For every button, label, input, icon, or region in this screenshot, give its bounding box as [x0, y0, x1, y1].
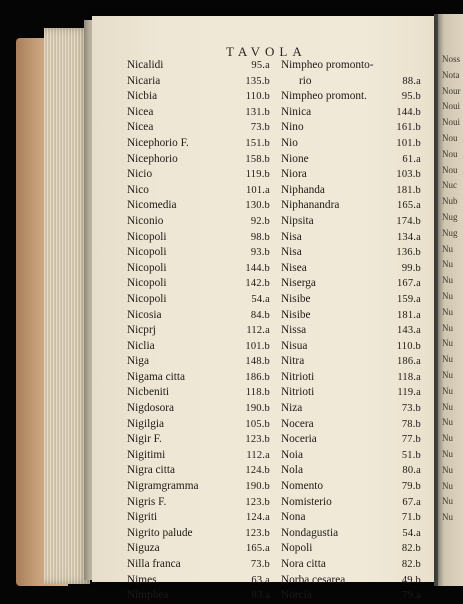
entry-page-ref: 142.b	[245, 278, 270, 290]
entry-page-ref: 92.b	[250, 215, 270, 227]
index-entry	[127, 557, 270, 573]
entry-name: Nissa	[281, 324, 307, 337]
index-entry	[127, 479, 270, 495]
index-entry	[281, 230, 421, 246]
entry-page-ref: 144.b	[396, 106, 421, 118]
entry-page-ref: 161.b	[396, 122, 421, 134]
facing-page-line: Nota	[442, 69, 460, 80]
index-entry	[127, 510, 270, 526]
facing-page-line: Nour	[442, 85, 461, 96]
facing-page-line: Nu	[442, 512, 453, 523]
entry-page-ref: 134.a	[396, 231, 421, 243]
entry-page-ref: 186.b	[245, 371, 270, 383]
entry-name: Nicopoli	[127, 246, 167, 259]
facing-page-line: Nu	[442, 275, 453, 286]
facing-page-line: Nug	[442, 227, 458, 238]
entry-name: Noia	[281, 448, 303, 461]
entry-page-ref: 78.b	[401, 418, 421, 430]
index-entry	[127, 417, 270, 433]
entry-name: Nisea	[281, 261, 307, 274]
facing-page-line: Noss	[442, 54, 461, 64]
entry-name: Niga	[127, 355, 149, 368]
entry-page-ref: 79.a	[402, 590, 421, 602]
entry-name: Nisa	[281, 246, 302, 259]
entry-name: Nino	[281, 121, 304, 134]
entry-page-ref: 143.a	[396, 325, 421, 337]
entry-name: Niza	[281, 402, 303, 415]
entry-name: Nimpheo promont.	[281, 90, 367, 103]
facing-page-line: Nou	[442, 133, 458, 143]
index-entry	[127, 136, 270, 152]
index-entry	[127, 541, 270, 557]
entry-page-ref: 110.b	[245, 91, 270, 103]
facing-page-edge	[434, 14, 438, 586]
entry-name: Nocera	[281, 417, 314, 430]
index-entry	[281, 339, 421, 355]
index-entry	[281, 448, 421, 464]
index-entry	[127, 105, 270, 121]
entry-name: Nomento	[281, 480, 324, 493]
index-entry	[281, 214, 421, 230]
entry-page-ref: 151.b	[245, 137, 270, 149]
index-entry	[127, 183, 270, 199]
entry-page-ref: 73.b	[250, 559, 270, 570]
entry-page-ref: 130.b	[245, 200, 270, 212]
entry-name: Nopoli	[281, 542, 313, 555]
entry-name: Nicosia	[127, 308, 162, 321]
entry-page-ref: 165.a	[396, 200, 421, 212]
entry-page-ref: 165.a	[245, 543, 270, 555]
entry-name: rio	[299, 74, 312, 87]
entry-name: Niphanda	[281, 183, 325, 196]
entry-name: Norba cesarea	[281, 573, 346, 586]
entry-name: Nicopoli	[127, 292, 167, 305]
index-entry	[281, 588, 421, 604]
entry-name: Nigir F.	[127, 433, 162, 446]
entry-name: Nimes	[127, 573, 157, 586]
entry-page-ref: 63.a	[251, 574, 270, 586]
index-entry	[127, 448, 270, 464]
entry-name: Nigris F.	[127, 495, 167, 508]
entry-page-ref: 54.a	[251, 293, 270, 305]
index-entry	[281, 261, 421, 277]
index-entry	[281, 370, 421, 386]
index-entry	[127, 323, 270, 339]
index-entry	[281, 510, 421, 526]
entry-name: Nicbia	[127, 90, 158, 103]
entry-name: Ninica	[281, 105, 312, 118]
entry-page-ref: 123.b	[245, 496, 270, 508]
entry-name: Nicbeniti	[127, 386, 170, 399]
entry-page-ref: 105.b	[245, 418, 270, 430]
facing-page-line: Nu	[442, 306, 453, 317]
index-entry	[281, 495, 421, 511]
index-entry	[281, 526, 421, 542]
entry-name: Nicprj	[127, 324, 156, 337]
facing-page-line: Nu	[442, 449, 453, 459]
entry-name: Nicopoli	[127, 230, 167, 243]
index-entry	[127, 276, 270, 292]
entry-page-ref: 101.b	[245, 340, 270, 352]
entry-name: Niguza	[127, 542, 160, 555]
index-entry	[127, 588, 270, 604]
facing-page-line: Nu	[442, 322, 453, 333]
index-entry	[127, 167, 270, 183]
entry-name: Nicea	[127, 105, 154, 118]
entry-name: Nimphea	[127, 589, 169, 602]
entry-page-ref: 124.a	[245, 512, 270, 524]
index-entry	[281, 120, 421, 136]
entry-page-ref: 124.b	[245, 465, 270, 477]
index-entry	[281, 276, 421, 292]
index-entry	[281, 105, 421, 121]
facing-page-line: Nu	[442, 464, 453, 475]
entry-page-ref: 181.b	[396, 184, 421, 196]
entry-page-ref: 98.b	[250, 231, 270, 243]
index-entry	[281, 167, 421, 183]
entry-page-ref: 123.b	[245, 527, 270, 539]
entry-name: Nicea	[127, 121, 154, 134]
index-entry	[281, 152, 421, 168]
facing-page-line: Nu	[442, 259, 453, 270]
entry-name: Nicaria	[127, 74, 161, 87]
entry-page-ref: 119.a	[397, 387, 421, 399]
entry-page-ref: 118.b	[245, 387, 270, 399]
index-entry	[281, 401, 421, 417]
entry-page-ref: 181.a	[396, 309, 421, 321]
facing-page-line: Nu	[442, 243, 453, 254]
entry-name: Nicio	[127, 168, 153, 181]
index-entry	[127, 385, 270, 401]
index-column-left	[127, 58, 270, 604]
index-entry	[127, 573, 270, 589]
index-entry	[127, 214, 270, 230]
entry-page-ref: 190.b	[245, 481, 270, 493]
index-entry	[281, 183, 421, 199]
facing-page-line: Nu	[442, 433, 453, 444]
entry-name: Noceria	[281, 433, 317, 446]
entry-name: Nilla franca	[127, 558, 181, 570]
entry-name: Nola	[281, 464, 303, 477]
entry-page-ref: 93.b	[250, 247, 270, 259]
entry-page-ref: 119.b	[245, 169, 270, 181]
entry-page-ref: 84.b	[250, 309, 270, 321]
index-entry	[281, 245, 421, 261]
entry-name: Nigilgia	[127, 417, 165, 430]
index-entry	[127, 292, 270, 308]
index-entry	[281, 463, 421, 479]
entry-page-ref: 186.a	[396, 356, 421, 368]
facing-page-line: Nu	[442, 354, 453, 365]
facing-page-line: Nub	[442, 196, 458, 207]
index-entry	[127, 120, 270, 136]
facing-page-line: Nu	[442, 385, 453, 396]
index-entry	[281, 308, 421, 324]
entry-page-ref: 144.b	[245, 262, 270, 274]
entry-page-ref: 101.b	[396, 137, 421, 149]
entry-page-ref: 67.a	[402, 496, 421, 508]
facing-page-line: Nu	[442, 370, 453, 380]
entry-page-ref: 80.a	[402, 465, 421, 477]
entry-name: Nicalidi	[127, 59, 164, 71]
index-entry	[281, 89, 421, 105]
index-entry	[127, 245, 270, 261]
entry-page-ref: 88.a	[402, 75, 421, 87]
index-entry	[127, 495, 270, 511]
entry-page-ref: 82.b	[401, 543, 421, 555]
index-entry	[127, 370, 270, 386]
index-entry	[281, 541, 421, 557]
facing-page-line: Nu	[442, 338, 453, 349]
entry-page-ref: 73.b	[250, 122, 270, 134]
entry-name: Nona	[281, 511, 306, 524]
entry-name: Nicephorio	[127, 152, 178, 165]
entry-name: Nigramgramma	[127, 480, 199, 493]
facing-page-line: Nu	[442, 401, 453, 412]
entry-page-ref: 49.b	[401, 574, 421, 586]
index-entry	[127, 463, 270, 479]
entry-page-ref: 103.b	[396, 169, 421, 181]
entry-page-ref: 51.b	[401, 449, 421, 461]
entry-name: Niphanandra	[281, 199, 340, 212]
entry-name: Niclia	[127, 339, 155, 352]
entry-name: Nio	[281, 136, 298, 149]
entry-page-ref: 174.b	[396, 215, 421, 227]
facing-page-line: Nu	[442, 480, 453, 491]
entry-name: Nigriti	[127, 511, 158, 524]
entry-name: Nisibe	[281, 308, 311, 321]
index-entry	[127, 230, 270, 246]
entry-name: Nomisterio	[281, 495, 332, 508]
index-entry	[127, 152, 270, 168]
index-entry	[127, 74, 270, 90]
entry-page-ref: 83.a	[251, 590, 270, 602]
entry-page-ref: 148.b	[245, 356, 270, 368]
entry-name: Nisa	[281, 230, 302, 243]
index-entry	[127, 261, 270, 277]
entry-name: Nitrioti	[281, 386, 315, 399]
entry-page-ref: 159.a	[396, 293, 421, 305]
facing-page-line: Nu	[442, 291, 453, 301]
entry-name: Nicephorio F.	[127, 136, 189, 149]
index-entry	[127, 198, 270, 214]
entry-name: Nitra	[281, 355, 305, 368]
index-entry	[127, 526, 270, 542]
entry-page-ref: 118.a	[397, 371, 421, 383]
entry-page-ref: 135.b	[245, 75, 270, 87]
entry-name: Nicopoli	[127, 261, 167, 274]
entry-name: Niora	[281, 168, 307, 181]
entry-name: Nora citta	[281, 558, 326, 570]
index-entry	[281, 136, 421, 152]
entry-name: Nimpheo promonto-	[281, 59, 374, 71]
facing-page-line: Nou	[442, 148, 458, 159]
entry-page-ref: 79.b	[401, 481, 421, 493]
entry-page-ref: 136.b	[396, 247, 421, 259]
index-entry	[127, 58, 270, 74]
index-entry	[127, 354, 270, 370]
entry-page-ref: 71.b	[401, 512, 421, 524]
index-entry	[281, 417, 421, 433]
entry-name: Nisibe	[281, 292, 311, 305]
entry-page-ref: 101.a	[245, 184, 270, 196]
entry-name: Nigra citta	[127, 464, 175, 477]
index-entry	[281, 557, 421, 573]
index-entry	[281, 432, 421, 448]
index-entry	[281, 292, 421, 308]
entry-page-ref: 95.b	[401, 91, 421, 103]
page-header: TAVOLA	[226, 44, 307, 59]
entry-page-ref: 131.b	[245, 106, 270, 118]
entry-name: Nico	[127, 183, 149, 196]
facing-page-line: Noui	[442, 117, 460, 128]
index-entry	[281, 198, 421, 214]
entry-name: Nondagustia	[281, 526, 339, 539]
entry-name: Nione	[281, 152, 309, 165]
entry-page-ref: 112.a	[246, 449, 270, 461]
index-entry	[281, 385, 421, 401]
index-entry	[281, 323, 421, 339]
entry-name: Niconio	[127, 214, 164, 227]
index-column-right	[281, 58, 421, 604]
entry-page-ref: 99.b	[401, 262, 421, 274]
entry-page-ref: 190.b	[245, 403, 270, 415]
entry-page-ref: 61.a	[402, 153, 421, 165]
facing-page-line: Noui	[442, 101, 460, 112]
entry-name: Nitrioti	[281, 370, 315, 383]
facing-page-line: Nou	[442, 164, 458, 175]
entry-name: Nicopoli	[127, 277, 167, 290]
entry-page-ref: 112.a	[246, 325, 270, 337]
entry-page-ref: 110.b	[396, 340, 421, 352]
index-entry	[281, 58, 421, 74]
entry-name: Nigdosora	[127, 402, 175, 415]
facing-page-line: Nuc	[442, 180, 457, 191]
entry-name: Niserga	[281, 277, 316, 290]
facing-page-line: Nug	[442, 212, 458, 222]
entry-name: Nipsita	[281, 214, 314, 227]
facing-page-sliver	[434, 14, 463, 586]
entry-page-ref: 123.b	[245, 434, 270, 446]
index-entry	[127, 339, 270, 355]
index-entry	[281, 573, 421, 589]
entry-name: Nicomedia	[127, 199, 177, 212]
entry-page-ref: 82.b	[401, 559, 421, 570]
index-entry	[281, 74, 421, 90]
facing-page-line: Nu	[442, 417, 453, 428]
index-entry	[127, 432, 270, 448]
index-entry	[127, 89, 270, 105]
entry-page-ref: 54.a	[402, 527, 421, 539]
entry-name: Norcia	[281, 589, 312, 602]
index-entry	[281, 479, 421, 495]
index-entry	[127, 401, 270, 417]
entry-page-ref: 73.b	[401, 403, 421, 415]
index-entry	[281, 354, 421, 370]
entry-name: Nigrito palude	[127, 526, 193, 539]
entry-name: Nigitimi	[127, 448, 166, 461]
entry-name: Nigama citta	[127, 370, 186, 383]
index-entry	[127, 308, 270, 324]
entry-page-ref: 158.b	[245, 153, 270, 165]
facing-page-line: Nu	[442, 496, 453, 507]
entry-page-ref: 95.a	[251, 60, 270, 71]
entry-page-ref: 77.b	[401, 434, 421, 446]
entry-name: Nisua	[281, 339, 308, 352]
entry-page-ref: 167.a	[396, 278, 421, 290]
